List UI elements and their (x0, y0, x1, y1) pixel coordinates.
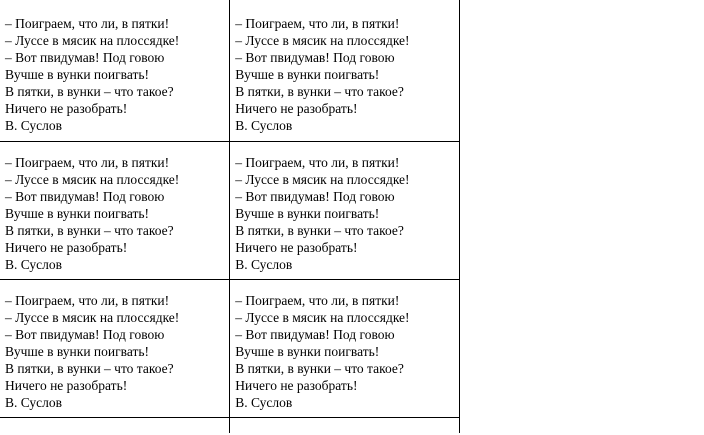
poem-line: В пятки, в вунки – что такое? (5, 84, 174, 99)
poem-author: В. Суслов (235, 256, 293, 272)
poem-author: В. Суслов (235, 394, 293, 410)
poem-line: Вучше в вунки поигвать! (5, 343, 150, 359)
poem-line: Ничего не разобрать! (5, 377, 128, 393)
poem-line: – Луссе в мясик на плоссядке! (5, 33, 180, 48)
card-row (0, 279, 460, 417)
poem-line: – Луссе в мясик на плоссядке! (235, 309, 410, 325)
poem-line: Ничего не разобрать! (235, 377, 358, 393)
poem-line: Вучше в вунки поигвать! (235, 205, 380, 221)
poem-card (0, 141, 230, 279)
poem-line: – Вот пвидумав! Под говою (5, 50, 165, 65)
poem-card (230, 0, 460, 141)
poem-line: – Поиграем, что ли, в пятки! (5, 292, 170, 308)
poem-line: Ничего не разобрать! (5, 101, 128, 116)
poem-card (230, 141, 460, 279)
poem-line: В пятки, в вунки – что такое? (235, 222, 404, 238)
poem-line: – Вот пвидумав! Под говою (235, 326, 395, 342)
poem-card (230, 279, 460, 417)
poem-author: В. Суслов (5, 118, 63, 133)
poem-line: – Вот пвидумав! Под говою (5, 326, 165, 342)
poem-line: В пятки, в вунки – что такое? (235, 360, 404, 376)
poem-line: – Вот пвидумав! Под говою (235, 50, 395, 65)
poem-line: Ничего не разобрать! (5, 239, 128, 255)
poem-line: Вучше в вунки поигвать! (235, 67, 380, 82)
poem-author: В. Суслов (235, 118, 293, 133)
poem-card-empty (230, 417, 460, 433)
poem-card (0, 279, 230, 417)
card-row-partial (0, 417, 460, 433)
poem-author: В. Суслов (5, 256, 63, 272)
poem-line: Вучше в вунки поигвать! (235, 343, 380, 359)
card-row (0, 0, 460, 141)
poem-line: – Поиграем, что ли, в пятки! (5, 16, 170, 31)
poem-line: В пятки, в вунки – что такое? (5, 222, 174, 238)
poem-line: В пятки, в вунки – что такое? (235, 84, 404, 99)
poem-line: Ничего не разобрать! (235, 101, 358, 116)
poem-line: – Луссе в мясик на плоссядке! (235, 33, 410, 48)
poem-line: – Поиграем, что ли, в пятки! (235, 16, 400, 31)
poem-line: – Луссе в мясик на плоссядке! (235, 171, 410, 187)
card-row (0, 141, 460, 279)
poem-line: – Поиграем, что ли, в пятки! (235, 292, 400, 308)
poem-line: Вучше в вунки поигвать! (5, 205, 150, 221)
poem-line: Ничего не разобрать! (235, 239, 358, 255)
poem-author: В. Суслов (5, 394, 63, 410)
poem-line: Вучше в вунки поигвать! (5, 67, 150, 82)
poem-line: – Вот пвидумав! Под говою (235, 188, 395, 204)
poem-line: – Поиграем, что ли, в пятки! (5, 154, 170, 170)
poem-line: – Поиграем, что ли, в пятки! (235, 154, 400, 170)
poem-card (0, 0, 230, 141)
poem-line: – Вот пвидумав! Под говою (5, 188, 165, 204)
poem-line: В пятки, в вунки – что такое? (5, 360, 174, 376)
poem-line: – Луссе в мясик на плоссядке! (5, 309, 180, 325)
poem-card-empty (0, 417, 230, 433)
poem-line: – Луссе в мясик на плоссядке! (5, 171, 180, 187)
